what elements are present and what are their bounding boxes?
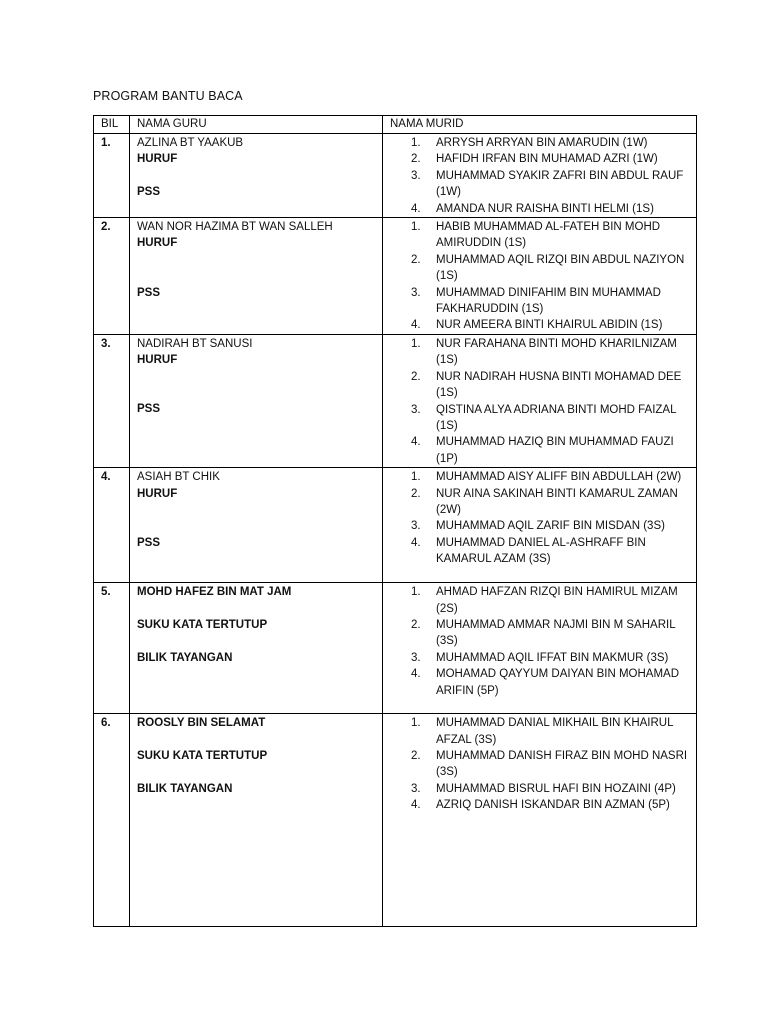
- spacer: [137, 369, 382, 385]
- spacer: [137, 252, 382, 268]
- bil-cell: 5.: [94, 583, 130, 714]
- murid-name: NUR FARAHANA BINTI MOHD KHARILNIZAM (1S): [436, 337, 677, 367]
- murid-cell: [383, 218, 697, 335]
- bil-cell: 6.: [94, 714, 130, 927]
- list-item: [383, 201, 696, 217]
- table-row: [94, 583, 697, 714]
- murid-cell: [383, 583, 697, 714]
- guru-cell: [130, 218, 383, 335]
- item-number: 1.: [411, 471, 421, 484]
- guru-location: PSS: [137, 536, 161, 549]
- guru-location: PSS: [137, 403, 161, 416]
- guru-category: HURUF: [137, 237, 178, 250]
- guru-name: NADIRAH BT SANUSI: [137, 337, 253, 350]
- murid-name: AHMAD HAFZAN RIZQI BIN HAMIRUL MIZAM (2S): [436, 586, 678, 615]
- list-item: [383, 219, 696, 252]
- table-row: [94, 218, 697, 335]
- header-nama-guru: NAMA GURU: [130, 116, 383, 134]
- list-item: [383, 252, 696, 285]
- guru-name: ROOSLY BIN SELAMAT: [137, 717, 266, 730]
- murid-cell: [383, 714, 697, 927]
- item-number: 2.: [411, 749, 421, 762]
- spacer: [137, 268, 382, 284]
- spacer: [137, 764, 382, 780]
- guru-cell: [130, 583, 383, 714]
- list-item: [383, 486, 696, 519]
- murid-name: NUR AMEERA BINTI KHAIRUL ABIDIN (1S): [436, 319, 663, 332]
- guru-location: PSS: [137, 186, 161, 199]
- spacer: [137, 385, 382, 401]
- bil-cell: 1.: [94, 134, 130, 218]
- list-item: [383, 518, 696, 534]
- murid-name: MUHAMMAD BISRUL HAFI BIN HOZAINI (4P): [436, 782, 676, 795]
- guru-category: HURUF: [137, 487, 178, 500]
- item-number: 4.: [411, 436, 421, 449]
- list-item: [383, 135, 696, 151]
- murid-name: NUR AINA SAKINAH BINTI KAMARUL ZAMAN (2W): [436, 487, 678, 516]
- guru-cell: [130, 334, 383, 467]
- guru-location: BILIK TAYANGAN: [137, 651, 233, 664]
- list-item: [383, 317, 696, 333]
- guru-category: HURUF: [137, 153, 178, 166]
- guru-name: WAN NOR HAZIMA BT WAN SALLEH: [137, 221, 333, 234]
- item-number: 1.: [411, 137, 421, 149]
- item-number: 1.: [411, 221, 421, 234]
- murid-name: AMANDA NUR RAISHA BINTI HELMI (1S): [436, 202, 654, 215]
- guru-category: SUKU KATA TERTUTUP: [137, 749, 268, 762]
- item-number: 3.: [411, 651, 421, 664]
- murid-list: [383, 715, 696, 813]
- bil-cell: 3.: [94, 334, 130, 467]
- spacer: [137, 518, 382, 534]
- murid-cell: [383, 134, 697, 218]
- spacer: [137, 732, 382, 748]
- list-item: [383, 535, 696, 568]
- guru-cell: [130, 134, 383, 218]
- murid-name: HABIB MUHAMMAD AL-FATEH BIN MOHD AMIRUDDIN (1S): [436, 221, 661, 250]
- murid-name: AZRIQ DANISH ISKANDAR BIN AZMAN (5P): [436, 799, 670, 812]
- spacer: [137, 168, 382, 184]
- list-item: [383, 402, 696, 435]
- murid-name: MUHAMMAD AMMAR NAJMI BIN M SAHARIL (3S): [436, 618, 676, 648]
- item-number: 2.: [411, 253, 421, 266]
- item-number: 3.: [411, 782, 421, 795]
- murid-name: MUHAMMAD AQIL IFFAT BIN MAKMUR (3S): [436, 651, 669, 664]
- item-number: 3.: [411, 169, 421, 182]
- table-row: [94, 334, 697, 467]
- list-item: [383, 781, 696, 797]
- item-number: 2.: [411, 370, 421, 383]
- program-table: [93, 115, 697, 927]
- item-number: 2.: [411, 153, 421, 166]
- murid-list: [383, 219, 696, 334]
- murid-name: MUHAMMAD DANIAL MIKHAIL BIN KHAIRUL AFZAL (3S): [436, 717, 674, 746]
- item-number: 3.: [411, 520, 421, 533]
- table-row: [94, 134, 697, 218]
- murid-name: ARRYSH ARRYAN BIN AMARUDIN (1W): [436, 137, 648, 149]
- list-item: [383, 617, 696, 650]
- table-row: [94, 468, 697, 583]
- guru-location: BILIK TAYANGAN: [137, 782, 233, 795]
- bil-cell: 2.: [94, 218, 130, 335]
- murid-name: MUHAMMAD HAZIQ BIN MUHAMMAD FAUZI (1P): [436, 436, 674, 465]
- murid-cell: [383, 334, 697, 467]
- item-number: 4.: [411, 536, 421, 549]
- spacer: [137, 502, 382, 518]
- list-item: [383, 434, 696, 467]
- murid-name: HAFIDH IRFAN BIN MUHAMAD AZRI (1W): [436, 153, 658, 166]
- list-item: [383, 715, 696, 748]
- item-number: 3.: [411, 403, 421, 416]
- item-number: 1.: [411, 586, 421, 599]
- murid-name: MOHAMAD QAYYUM DAIYAN BIN MOHAMAD ARIFIN (5P): [436, 668, 680, 697]
- item-number: 4.: [411, 799, 421, 812]
- guru-name: AZLINA BT YAAKUB: [137, 137, 244, 149]
- item-number: 3.: [411, 286, 421, 299]
- murid-name: MUHAMMAD AISY ALIFF BIN ABDULLAH (2W): [436, 471, 682, 484]
- list-item: [383, 336, 696, 369]
- murid-cell: [383, 468, 697, 583]
- guru-category: SUKU KATA TERTUTUP: [137, 618, 268, 631]
- guru-category: HURUF: [137, 354, 178, 367]
- murid-name: MUHAMMAD AQIL ZARIF BIN MISDAN (3S): [436, 520, 665, 533]
- murid-name: MUHAMMAD SYAKIR ZAFRI BIN ABDUL RAUF (1W): [436, 169, 684, 199]
- murid-list: [383, 469, 696, 567]
- header-bil: BIL: [94, 116, 130, 134]
- item-number: 4.: [411, 202, 421, 215]
- list-item: [383, 748, 696, 781]
- murid-name: NUR NADIRAH HUSNA BINTI MOHAMAD DEE (1S): [436, 370, 682, 400]
- spacer: [137, 601, 382, 617]
- murid-name: MUHAMMAD AQIL RIZQI BIN ABDUL NAZIYON (1S): [436, 253, 685, 283]
- murid-list: [383, 135, 696, 217]
- guru-cell: [130, 714, 383, 927]
- guru-cell: [130, 468, 383, 583]
- item-number: 4.: [411, 668, 421, 681]
- header-nama-murid: NAMA MURID: [383, 116, 697, 134]
- guru-location: PSS: [137, 286, 161, 299]
- list-item: [383, 369, 696, 402]
- document-title: PROGRAM BANTU BACA: [93, 89, 243, 103]
- murid-name: MUHAMMAD DINIFAHIM BIN MUHAMMAD FAKHARUDDIN (1S): [436, 286, 661, 316]
- item-number: 1.: [411, 717, 421, 730]
- murid-list: [383, 336, 696, 467]
- list-item: [383, 797, 696, 813]
- bil-cell: 4.: [94, 468, 130, 583]
- list-item: [383, 285, 696, 318]
- murid-list: [383, 584, 696, 699]
- list-item: [383, 168, 696, 201]
- item-number: 2.: [411, 618, 421, 631]
- murid-name: QISTINA ALYA ADRIANA BINTI MOHD FAIZAL (1S): [436, 403, 677, 432]
- item-number: 4.: [411, 319, 421, 332]
- guru-name: ASIAH BT CHIK: [137, 471, 220, 484]
- table-header-row: [94, 116, 697, 134]
- murid-name: MUHAMMAD DANIEL AL-ASHRAFF BIN KAMARUL AZAM (3S): [436, 536, 646, 566]
- list-item: [383, 151, 696, 167]
- spacer: [137, 633, 382, 649]
- list-item: [383, 584, 696, 617]
- list-item: [383, 650, 696, 666]
- guru-name: MOHD HAFEZ BIN MAT JAM: [137, 586, 292, 599]
- murid-name: MUHAMMAD DANISH FIRAZ BIN MOHD NASRI (3S): [436, 749, 688, 779]
- item-number: 2.: [411, 487, 421, 500]
- table-row: [94, 714, 697, 927]
- list-item: [383, 666, 696, 699]
- item-number: 1.: [411, 337, 421, 350]
- list-item: [383, 469, 696, 485]
